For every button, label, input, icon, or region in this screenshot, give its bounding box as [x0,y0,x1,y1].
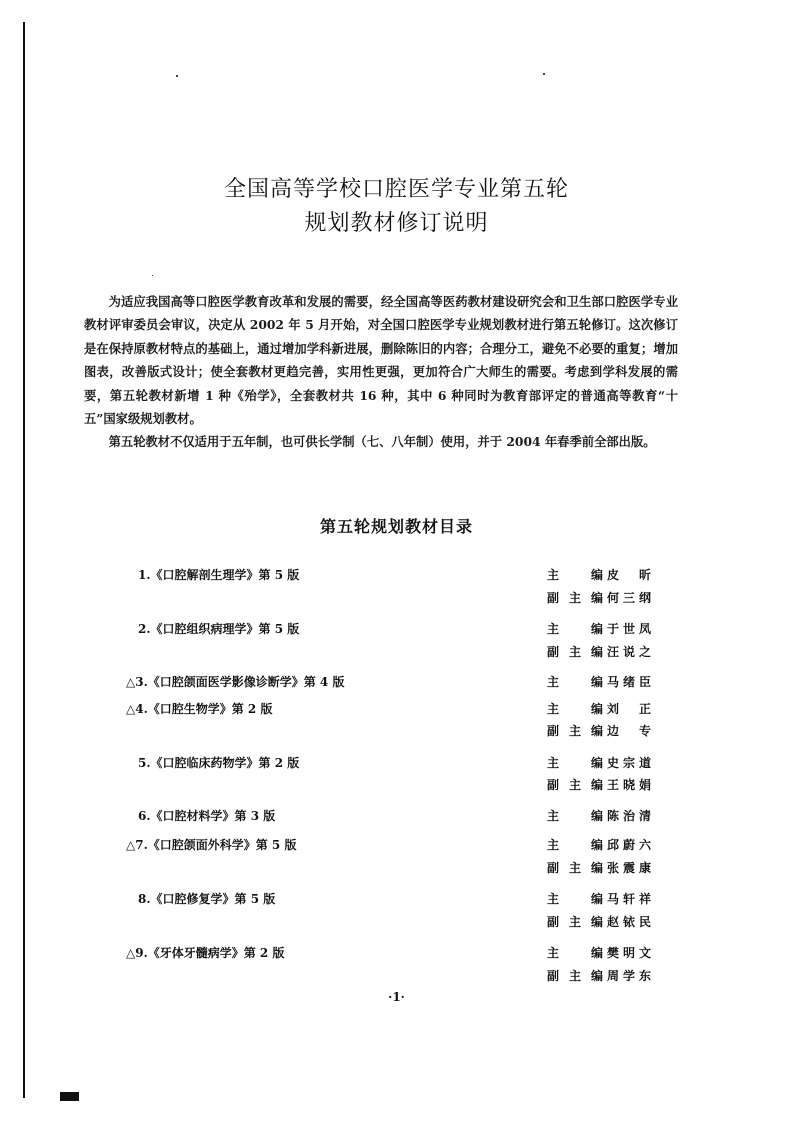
editor-row: 主编 马轩祥 [547,892,651,906]
catalog-entry [0,890,793,910]
catalog-title: 第五轮规划教材目录 [319,517,473,536]
editor-row: 副主编 边专 [547,724,651,738]
catalog-entry [0,754,793,774]
catalog-entry-title: 1.《口腔解剖生理学》第 5 版 [138,568,300,582]
catalog-entry [0,673,793,693]
catalog-entry-title: 5.《口腔临床药物学》第 2 版 [138,756,300,770]
document-title-line-2: 规划教材修订说明 [304,211,489,236]
editor-row: 主编 皮昕 [547,568,651,582]
paragraph-2: 第五轮教材不仅适用于五年制，也可供长学制（七、八年制）使用，并于 2004 年春季前全部出版。 [108,434,656,450]
catalog-entry-title: △7.《口腔颌面外科学》第 5 版 [126,838,297,852]
catalog-entry [0,807,793,827]
editor-row: 主编 马绪臣 [547,675,651,689]
editor-row: 副主编 周学东 [547,969,651,983]
catalog-entry-title: 6.《口腔材料学》第 3 版 [138,809,276,823]
page-number: ·1· [388,990,405,1004]
editor-row: 副主编 赵铱民 [547,915,651,929]
catalog-entry-title: 2.《口腔组织病理学》第 5 版 [138,622,300,636]
editor-row: 主编 刘正 [547,702,651,716]
catalog-entry-title: 8.《口腔修复学》第 5 版 [138,892,276,906]
catalog-entry [0,620,793,640]
editor-row: 主编 史宗道 [547,756,651,770]
scan-corner-mark [60,1092,79,1101]
catalog-entry [0,700,793,720]
catalog-entry-title: △4.《口腔生物学》第 2 版 [126,702,273,716]
catalog-entry [0,836,793,856]
editor-row: 主编 陈治清 [547,809,651,823]
document-title-line-1: 全国高等学校口腔医学专业第五轮 [223,177,569,202]
editor-row: 主编 于世凤 [547,622,651,636]
scan-speck [176,75,178,77]
editor-row: 副主编 何三纲 [547,591,651,605]
body-text [84,290,678,454]
editor-row: 主编 邱蔚六 [547,838,651,852]
scan-speck [152,275,153,276]
paragraph-1: 为适应我国高等口腔医学教育改革和发展的需要，经全国高等医药教材建设研究会和卫生部口腔医学专业教材评审委员会审议，决定从 2002 年 5 月开始，对全国口腔医学专业规划教材进行第五轮修订。这次修订是在保持原教材特点的基础上，通过增加学科新进展，删除陈旧的内容；合理分工，避免不必要的重复；增加图表，改善版式设计；使全套教材更趋完善，实用性更强，更加符合广大师生的需要。考虑到学科发展的需要，第五轮教材新增 1 种《殆学》，全套教材共 16 种，其中 6 种同时为教育部评定的普通高等教育“十五”国家级规划教材。 [84,294,678,427]
catalog-entry [0,944,793,964]
editor-row: 副主编 王晓娟 [547,778,651,792]
editor-row: 主编 樊明文 [547,946,651,960]
catalog-entry [0,566,793,586]
editor-row: 副主编 汪说之 [547,645,651,659]
catalog-entry-title: △3.《口腔颌面医学影像诊断学》第 4 版 [126,675,345,689]
editor-row: 副主编 张震康 [547,861,651,875]
catalog-entry-title: △9.《牙体牙髓病学》第 2 版 [126,946,285,960]
scan-speck [543,73,545,75]
